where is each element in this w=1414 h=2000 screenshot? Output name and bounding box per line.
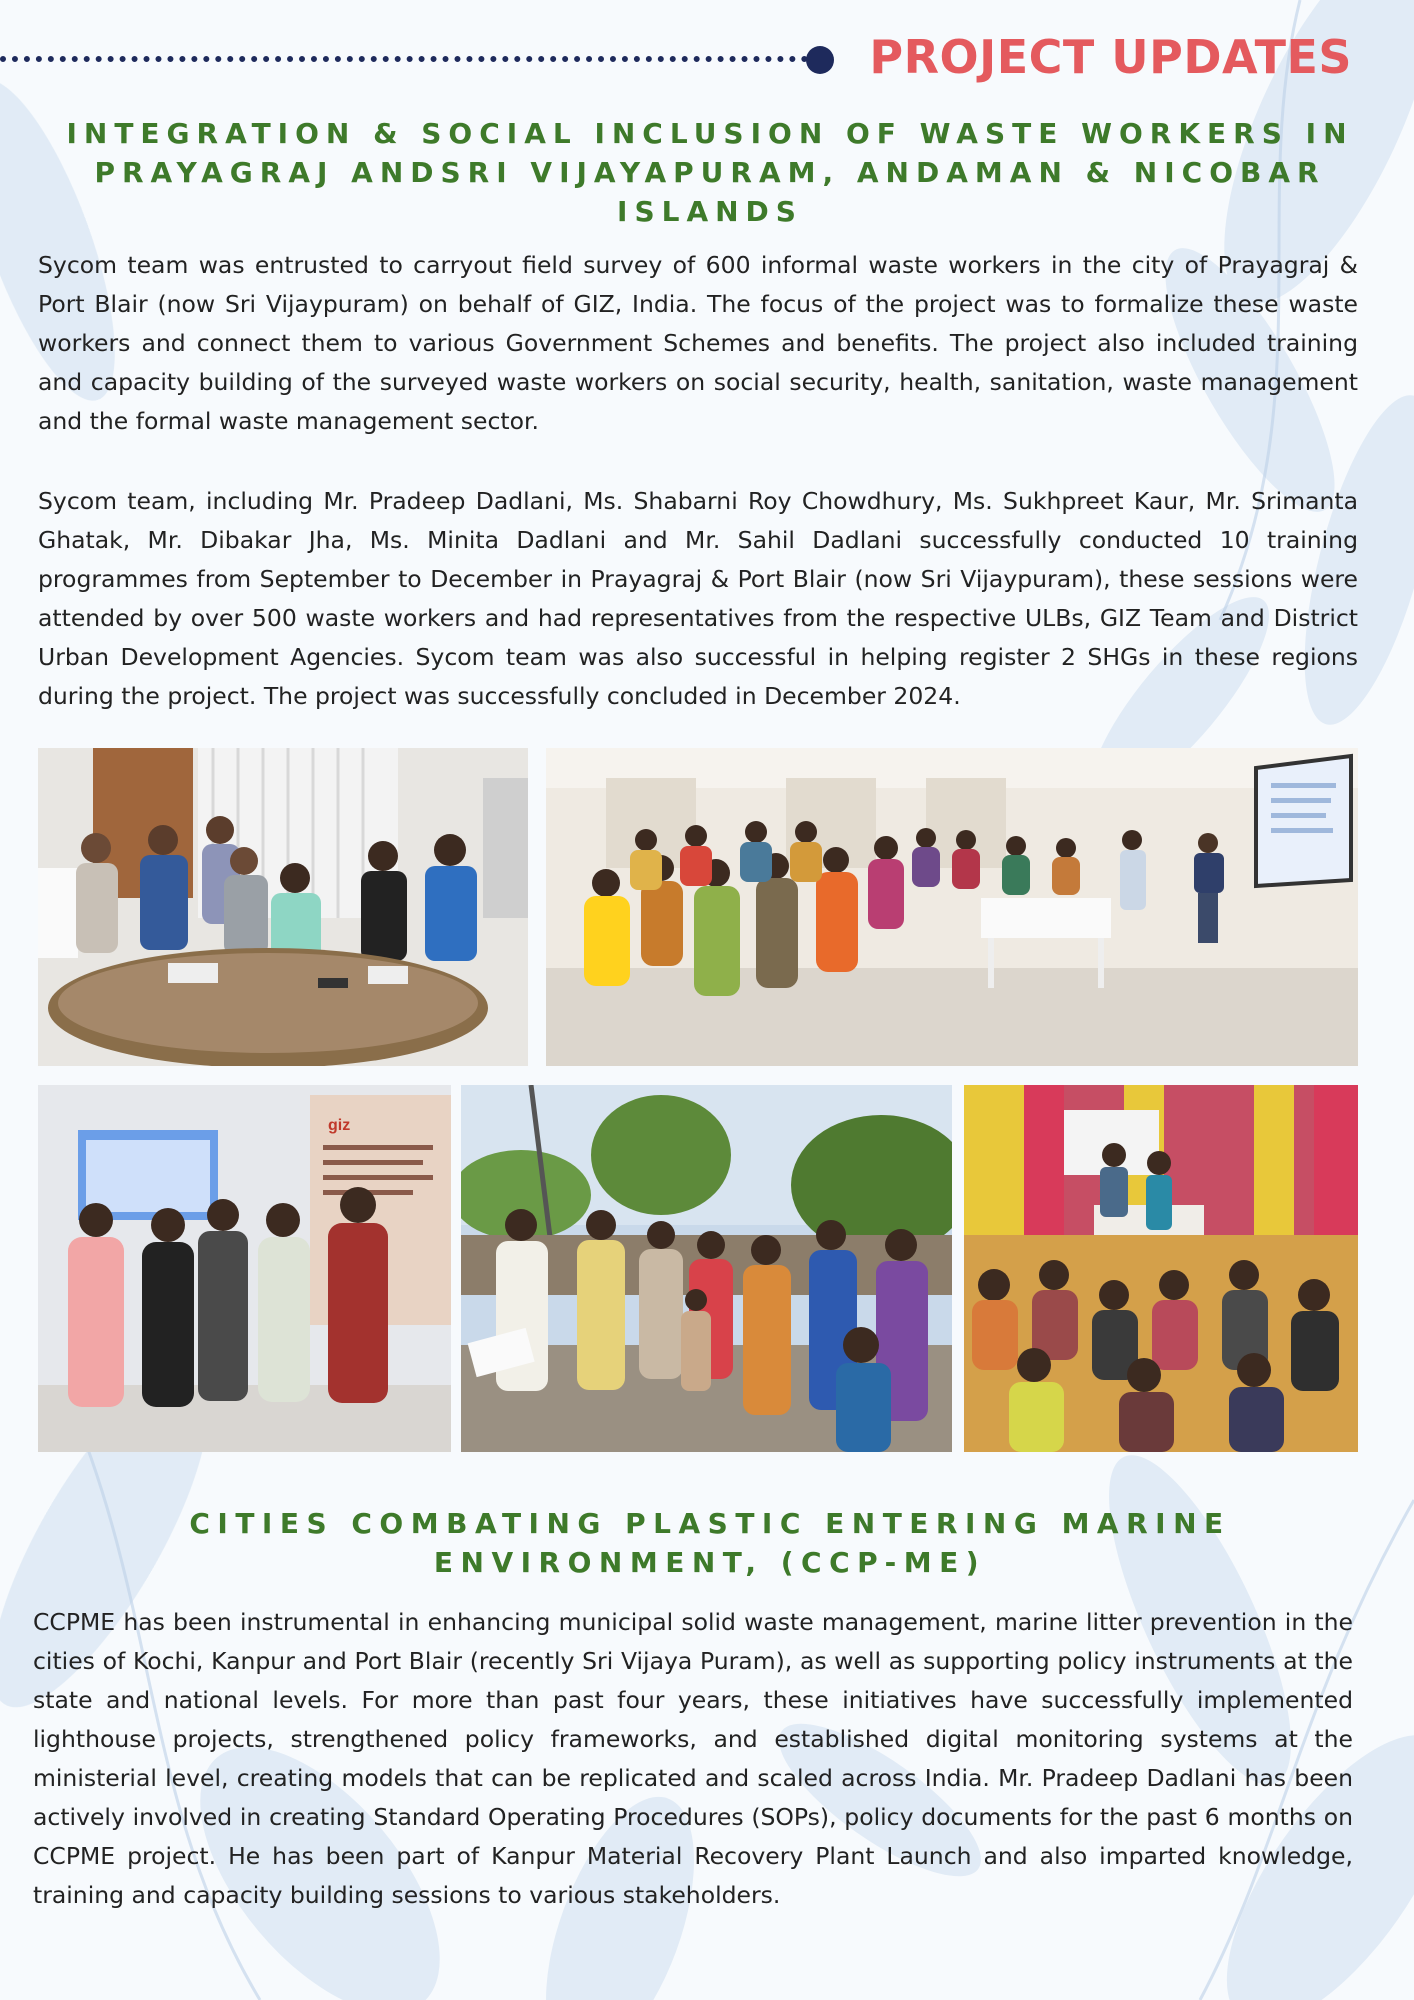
article2-paragraph1: CCPME has been instrumental in enhancing municipal solid waste management, marine litter prevention in the cities of Kochi, Kanpur and Port Blair (recently Sri Vijaya Puram), as well as supporting policy instruments at the state and national levels. For more than past four years, these initiatives have successfully implemented lighthouse projects, strengthened policy frameworks, and established digital monitoring systems at the ministerial level, creating models that can be replicated and scaled across India. Mr. Pradeep Dadlani has been actively involved in creating Standard Operating Procedures (SOPs), policy documents for the past 6 months on CCPME project. He has been part of Kanpur Material Recovery Plant Launch and also imparted knowledge, training and capacity building sessions to various stakeholders. <box>33 1608 1353 1909</box>
article2-title <box>110 1504 1310 1582</box>
photo-training-hall <box>546 748 1358 1066</box>
article2-title-line1: CITIES COMBATING PLASTIC ENTERING MARINE <box>189 1507 1231 1540</box>
header-rule-dot <box>806 46 834 74</box>
header-dotted-rule <box>0 56 808 62</box>
article1-paragraph1: Sycom team was entrusted to carryout field survey of 600 informal waste workers in the city of Prayagraj & Port Blair (now Sri Vijaypuram) on behalf of GIZ, India. The focus of the project was to formalize these waste workers and connect them to various Government Schemes and benefits. The project also included training and capacity building of the surveyed waste workers on social security, health, sanitation, waste management and the formal waste management sector. <box>38 251 1358 435</box>
article1-title-line2: PRAYAGRAJ ANDSRI VIJAYAPURAM, ANDAMAN & NICOBAR <box>94 156 1326 189</box>
article1-title-line1: INTEGRATION & SOCIAL INCLUSION OF WASTE WORKERS IN <box>66 117 1354 150</box>
photo-team-meeting <box>38 748 528 1066</box>
article2-title-line2: ENVIRONMENT, (CCP-ME) <box>433 1546 987 1579</box>
article1-paragraph2: Sycom team, including Mr. Pradeep Dadlani, Ms. Shabarni Roy Chowdhury, Ms. Sukhpreet Kaur, Mr. Srimanta Ghatak, Mr. Dibakar Jha, Ms. Minita Dadlani and Mr. Sahil Dadlani successfully conducted 10 training programmes from September to December in Prayagraj & Port Blair (now Sri Vijaypuram), these sessions were attended by over 500 waste workers and had representatives from the respective ULBs, GIZ Team and District Urban Development Agencies. Sycom team was also successful in helping register 2 SHGs in these regions during the project. The project was successfully concluded in December 2024. <box>38 487 1358 710</box>
photo-community-outdoor <box>461 1085 952 1452</box>
article1-title-line3: ISLANDS <box>617 195 803 228</box>
banner-giz-text: giz <box>328 1117 351 1134</box>
photo-group-banner <box>38 1085 451 1452</box>
article1-title <box>60 114 1360 231</box>
photo-seated-session <box>964 1085 1358 1452</box>
section-label: PROJECT UPDATES <box>869 30 1352 84</box>
